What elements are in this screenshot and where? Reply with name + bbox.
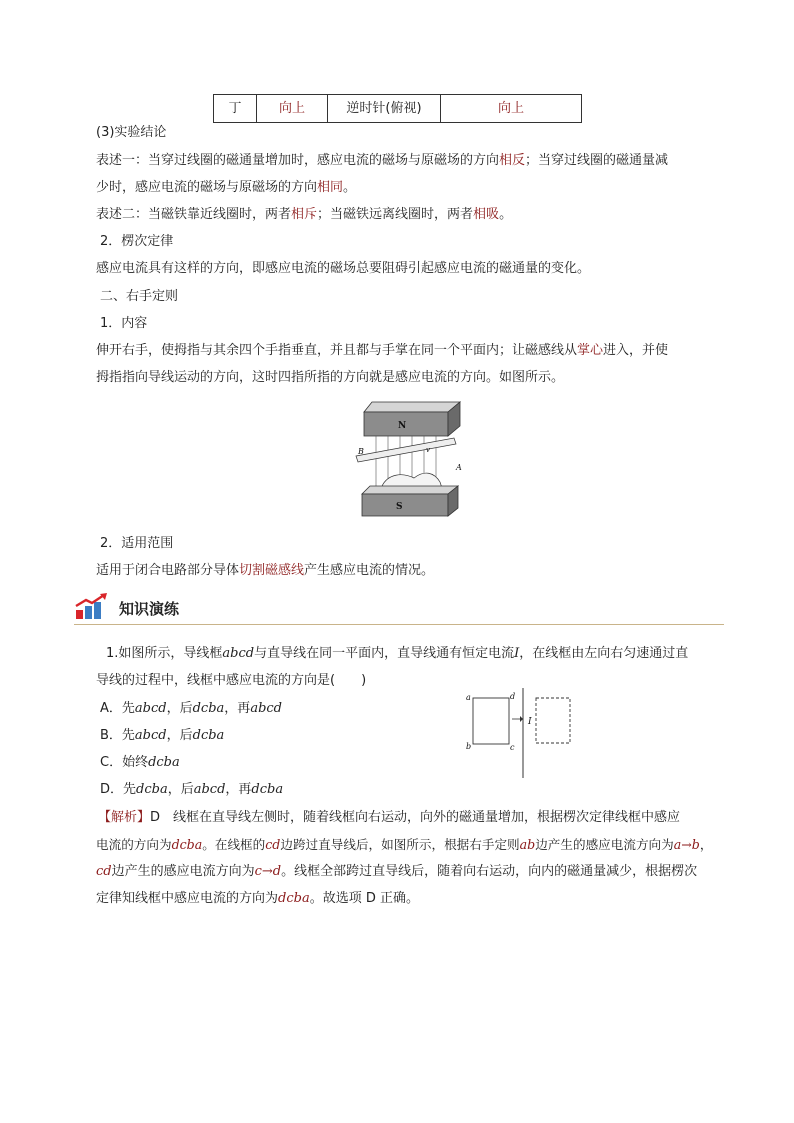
conclusion-statement-2: 表述二：当磁铁靠近线圈时，两者相斥；当磁铁远离线圈时，两者相吸。 — [96, 207, 513, 222]
corner-d-label: d — [510, 692, 516, 701]
option-d[interactable]: D．先dcba，后abcd，再dcba — [100, 782, 284, 797]
chart-growth-icon — [74, 592, 110, 620]
table-cell-direction: 向上 — [257, 95, 328, 122]
south-pole-label: S — [396, 502, 403, 512]
rhr-content-line-2: 拇指指向导线运动的方向，这时四指所指的方向就是感应电流的方向。如图所示。 — [96, 370, 565, 385]
b-label: B — [358, 447, 364, 456]
lenz-heading: 2．楞次定律 — [100, 234, 174, 249]
velocity-label: v — [426, 446, 430, 454]
north-pole-label: N — [398, 421, 407, 431]
option-c[interactable]: C．始终dcba — [100, 755, 180, 770]
conclusion-statement-1: 表述一：当穿过线圈的磁通量增加时，感应电流的磁场与原磁场的方向相反；当穿过线圈的磁通量减 — [96, 153, 669, 168]
conclusion-heading: (3)实验结论 — [96, 125, 167, 140]
table-cell-current: 逆时针(俯视) — [328, 95, 441, 122]
rhr-content-heading: 1．内容 — [100, 316, 148, 331]
analysis-line-4: 定律知线框中感应电流的方向为dcba。故选项 D 正确。 — [96, 891, 419, 906]
table-cell-group: 丁 — [214, 95, 257, 122]
right-hand-rule-figure — [354, 398, 466, 526]
question-stem-line-1: 1.如图所示，导线框abcd与直导线在同一平面内，直导线通有恒定电流I，在线框由左向右匀速通过直 — [106, 646, 689, 661]
section-title: 知识演练 — [119, 600, 180, 618]
lenz-text: 感应电流具有这样的方向，即感应电流的磁场总要阻碍引起感应电流的磁通量的变化。 — [96, 261, 591, 276]
option-b[interactable]: B．先abcd，后dcba — [100, 728, 225, 743]
corner-c-label: c — [510, 743, 515, 752]
rhr-scope-text: 适用于闭合电路部分导体切割磁感线产生感应电流的情况。 — [96, 563, 435, 578]
corner-a-label: a — [466, 693, 471, 702]
a-label: A — [456, 463, 462, 472]
rhr-content-line-1: 伸开右手，使拇指与其余四个手指垂直，并且都与手掌在同一个平面内；让磁感线从掌心进入，并使 — [96, 343, 669, 358]
option-a[interactable]: A．先abcd，后dcba，再abcd — [100, 701, 282, 716]
analysis-line-2: 电流的方向为dcba。在线框的cd边跨过直导线后，如图所示，根据右手定则ab边产生的感应电流方向为a→b， — [96, 837, 713, 852]
result-table-row — [213, 94, 582, 123]
current-label: I — [528, 717, 532, 727]
analysis-line-1: 【解析】D 线框在直导线左侧时，随着线框向右运动，向外的磁通量增加，根据楞次定律线框中感应 — [98, 810, 681, 825]
rhr-heading: 二、右手定则 — [100, 289, 179, 304]
rhr-scope-heading: 2．适用范围 — [100, 536, 174, 551]
analysis-line-3: cd边产生的感应电流方向为c→d。线框全部跨过直导线后，随着向右运动，向内的磁通量减少，根据楞次 — [96, 864, 698, 879]
conclusion-statement-1-cont: 少时，感应电流的磁场与原磁场的方向相同。 — [96, 180, 357, 195]
table-cell-field: 向上 — [497, 101, 524, 116]
corner-b-label: b — [466, 742, 472, 751]
section-divider — [74, 624, 724, 625]
question-stem-line-2: 导线的过程中，线框中感应电流的方向是( ) — [96, 673, 367, 688]
wire-frame-figure — [460, 688, 580, 780]
